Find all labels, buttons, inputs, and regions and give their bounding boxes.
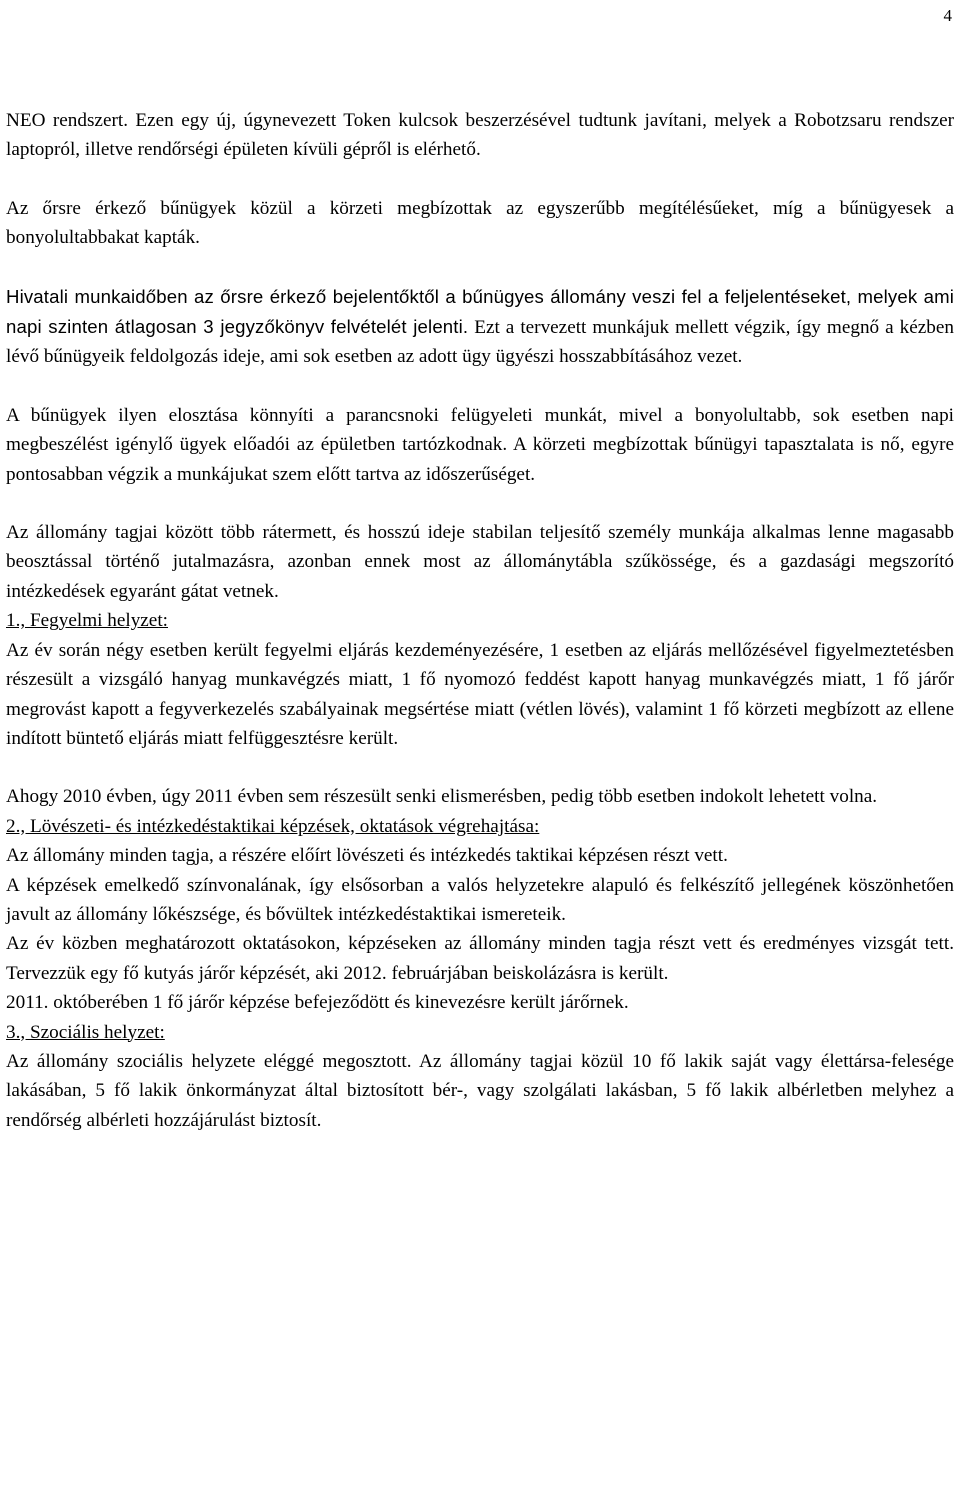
paragraph-office-hours: [6, 282, 954, 372]
document-body: [6, 106, 954, 1135]
office-hours-sentence: Hivatali munkaidőben az őrsre érkező bejelentőktől a bűnügyes állomány veszi fel a feljelentéseket, melyek ami napi szinten átlagosan 3 jegyzőkönyv felvételét jelenti.: [6, 285, 954, 338]
paragraph-discipline: Az év során négy esetben került fegyelmi eljárás kezdeményezésére, 1 esetben az eljárás mellőzésével figyelmeztetésben részesült a vizsgáló hanyag munkavégzés miatt, 1 fő nyomozó feddést kapott hanyag munkavégzés miatt, 1 fő járőr megrovást kapott a fegyverkezelés szabályainak megsértése miatt (vétlen lövés), valamint 1 fő körzeti megbízott az ellene indított büntető eljárás miatt felfüggesztésre került.: [6, 639, 954, 749]
section-heading-training: 2., Lövészeti- és intézkedéstaktikai képzések, oktatások végrehajtása:: [6, 815, 540, 837]
paragraph-social: Az állomány szociális helyzete eléggé megosztott. Az állomány tagjai közül 10 fő lakik saját vagy élettársa-felesége lakásában, 5 fő lakik önkormányzat által biztosított bér-, vagy szolgálati lakásban, 5 fő lakik albérletben melyhez a rendőrség albérleti hozzájárulást biztosít.: [6, 1050, 954, 1131]
supervision-sentence: A bűnügyek ilyen elosztása könnyíti a parancsnoki felügyeleti munkát, mivel a bonyolultabb, sok esetben napi megbeszélést igénylő ügyek előadói az épületben tartózkodnak.: [6, 404, 954, 456]
paragraph-training-patrol: 2011. októberében 1 fő járőr képzése befejeződött és kinevezésre került járőrnek.: [6, 992, 629, 1014]
workload-sentence: Ezt a tervezett munkájuk mellett végzik, így megnő a kézben lévő bűnügyeik feldolgozás ideje, ami sok esetben az adott ügy ügyészi hosszabbításához vezet.: [6, 317, 954, 368]
paragraph-training-exams: Az év közben meghatározott oktatásokon, képzéseken az állomány minden tagja részt vett és eredményes vizsgát tett. Tervezzük egy fő kutyás járőr képzését, aki 2012. februárjában beiskolázásra is került.: [6, 933, 954, 984]
paragraph-recognition: Ahogy 2010 évben, úgy 2011 évben sem részesült senki elismerésben, pedig több esetben indokolt lehetett volna.: [6, 786, 878, 808]
paragraph-rewards: Az állomány tagjai között több rátermett, és hosszú ideje stabilan teljesítő személy munkája alkalmas lenne magasabb beosztással történő jutalmazásra, azonban ennek most az állománytábla szűkössége, és a gazdasági megszorító intézkedések egyaránt gátat vetnek.: [6, 522, 954, 602]
paragraph-training-participation: Az állomány minden tagja, a részére előírt lövészeti és intézkedés taktikai képzésen részt vett.: [6, 845, 728, 867]
page-number: 4: [943, 6, 952, 25]
paragraph-supervision: [6, 401, 954, 489]
paragraph-case-distribution: Az őrsre érkező bűnügyek közül a körzeti megbízottak az egyszerűbb megítélésűeket, míg a bűnügyesek a bonyolultabbakat kapták.: [6, 197, 954, 249]
section-heading-discipline: 1., Fegyelmi helyzet:: [6, 610, 168, 632]
paragraph-neo-system: NEO rendszert. Ezen egy új, úgynevezett Token kulcsok beszerzésével tudtunk javítani, melyek a Robotzsaru rendszer laptopról, illetve rendőrségi épületen kívüli gépről is elérhető.: [6, 110, 954, 161]
experience-sentence: A körzeti megbízottak bűnügyi tapasztalata is nő, egyre pontosabban végzik a munkájukat szem előtt tartva az időszerűséget.: [6, 434, 954, 485]
paragraph-training-quality: A képzések emelkedő színvonalának, így elsősorban a valós helyzetekre alapuló és felkészítő jellegének köszönhetően javult az állomány lőkészsége, és bővültek intézkedéstaktikai ismereteik.: [6, 874, 954, 925]
section-heading-social: 3., Szociális helyzet:: [6, 1021, 165, 1043]
